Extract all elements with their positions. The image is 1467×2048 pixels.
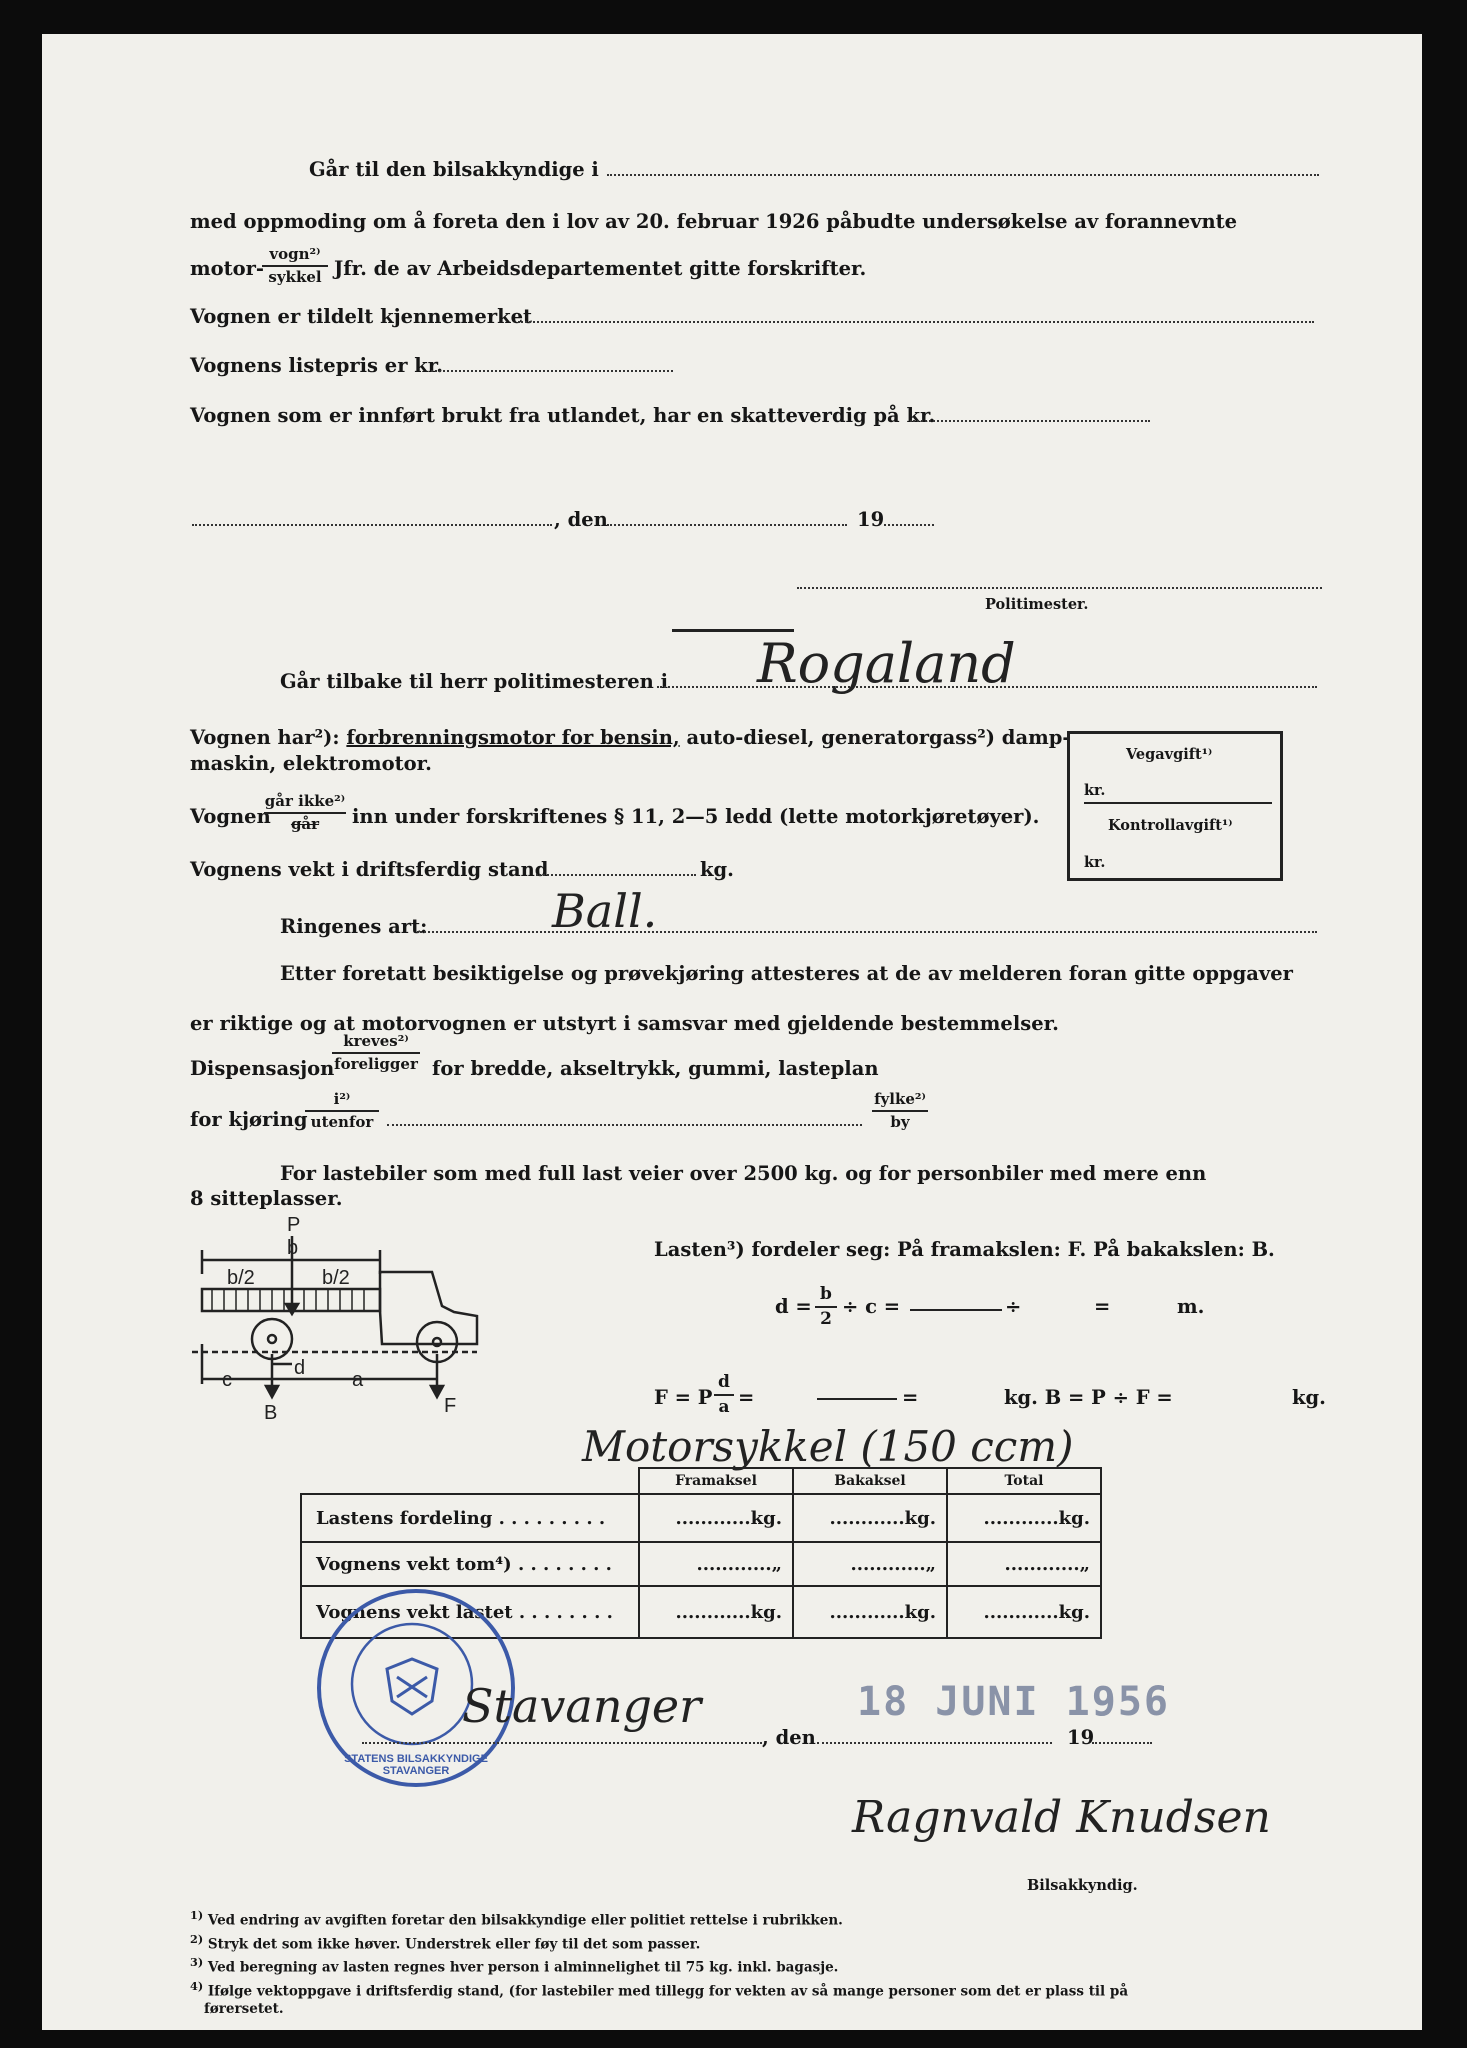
truck-diagram — [192, 1214, 592, 1454]
attest-line2: er riktige og at motorvognen er utstyrt i samsvar med gjeldende bestemmelser. — [190, 1012, 1059, 1035]
footnote-number: 3) — [190, 1955, 204, 1969]
b-over-2 — [815, 1286, 837, 1328]
ringer-label: Ringenes art: — [280, 915, 428, 938]
a-label: a — [718, 1397, 730, 1417]
diagram-label-d: d — [294, 1357, 306, 1379]
row-label-text: Vognens vekt lastet — [316, 1601, 513, 1623]
handwritten-place: Stavanger — [462, 1679, 702, 1733]
dotted-field — [1092, 1742, 1152, 1744]
vogn-label: vogn²⁾ — [269, 245, 321, 263]
gar-fraction — [264, 794, 346, 832]
rule — [910, 1309, 1002, 1311]
laste-line2: 8 sitteplasser. — [190, 1187, 343, 1210]
footnote-text: Stryk det som ikke høver. Understrek eller føy til det som passer. — [207, 1936, 701, 1952]
footnote-number: 1) — [190, 1908, 204, 1922]
fee-box — [1067, 731, 1283, 881]
dotted-field — [362, 1742, 762, 1744]
dotted-field — [192, 524, 552, 526]
footnote — [190, 1977, 1128, 2001]
fylke-label: fylke²⁾ — [874, 1090, 926, 1108]
dotted-field — [607, 524, 847, 526]
col-total: Total — [947, 1468, 1101, 1494]
cell-unit: kg. — [904, 1507, 936, 1529]
footnote — [190, 1953, 1128, 1977]
handwritten-place: Rogaland — [757, 632, 1016, 695]
by-label: by — [890, 1113, 910, 1131]
row-label: Vognens vekt tom⁴) . . . . . . . . — [301, 1542, 639, 1586]
disp-rest: for bredde, akseltrykk, gummi, lasteplan — [432, 1057, 879, 1080]
date-stamp: 18 JUNI 1956 — [857, 1679, 1170, 1725]
div-sign: ÷ — [1005, 1295, 1022, 1318]
motor-suffix: Jfr. de av Arbeidsdepartementet gitte forskrifter. — [334, 257, 867, 280]
dotted-field — [536, 874, 696, 876]
cell-unit: „ — [1079, 1553, 1090, 1575]
footnote-text: førersetet. — [204, 2001, 284, 2017]
diagram-label-F: F — [444, 1395, 457, 1417]
footnote — [190, 1930, 1128, 1954]
footnote — [190, 1906, 1128, 1930]
footnote — [190, 2000, 1128, 2018]
return-label: Går tilbake til herr politimesteren i — [280, 670, 669, 693]
table-cell: ............kg. — [947, 1586, 1101, 1638]
vekt-kg: kg. — [700, 858, 734, 881]
dotted-field — [518, 321, 1314, 323]
f-eq1: = — [738, 1386, 755, 1409]
den-label: , den — [554, 508, 608, 531]
motor-underlined: forbrenningsmotor for bensin, — [346, 726, 680, 749]
lasten-line: Lasten³) fordeler seg: På framakslen: F. På bakakslen: B. — [654, 1238, 1275, 1261]
f-kg: kg. B = P ÷ F = — [1004, 1386, 1173, 1409]
table-cell: ............„ — [639, 1542, 793, 1586]
attest-line1: Etter foretatt besiktigelse og prøvekjøring attesteres at de av melderen foran gitte oppgaver — [280, 962, 1293, 985]
dotted-field — [431, 370, 673, 372]
d-rest: ÷ c = — [842, 1295, 901, 1318]
motor-prefix: Vognen har²): — [190, 726, 340, 749]
cell-unit: kg. — [1058, 1601, 1090, 1623]
laste-line1: For lastebiler som med full last veier over 2500 kg. og for personbiler med mere enn — [280, 1162, 1207, 1185]
motor-line — [190, 728, 1070, 748]
year-label: 19 — [857, 508, 885, 531]
gar-ikke-label: går ikke²⁾ — [264, 792, 346, 810]
d-over-a — [714, 1374, 734, 1416]
table-row — [301, 1542, 1101, 1586]
vekt-label: Vognens vekt i driftsferdig stand — [190, 858, 549, 881]
forskrift-text: inn under forskriftenes § 11, 2—5 ledd (lette motorkjøretøyer). — [352, 805, 1040, 828]
cell-unit: kg. — [750, 1601, 782, 1623]
table-cell: ............„ — [793, 1542, 947, 1586]
diagram-label-b: b — [287, 1237, 299, 1259]
cell-unit: „ — [771, 1553, 782, 1575]
handwritten-ringer: Ball. — [552, 884, 658, 938]
eq-sign: = — [1094, 1295, 1111, 1318]
footnotes — [190, 1906, 1128, 2018]
handwritten-signature: Ragnvald Knudsen — [852, 1792, 1271, 1843]
diagram-label-c: c — [222, 1369, 232, 1391]
i-utenfor-fraction — [305, 1092, 379, 1130]
skatteverdig-label: Vognen som er innført brukt fra utlandet, har en skatteverdig på kr. — [190, 404, 936, 427]
listepris-label: Vognens listepris er kr. — [190, 354, 444, 377]
foreligger-label: foreligger — [334, 1055, 418, 1073]
diagram-label-B: B — [264, 1402, 278, 1424]
dotted-field — [607, 174, 1319, 176]
d-label: d — [718, 1372, 730, 1392]
table-cell: ............kg. — [639, 1586, 793, 1638]
vogn-sykkel-fraction — [262, 247, 328, 285]
dotted-field — [817, 1742, 1052, 1744]
footnote-number: 2) — [190, 1931, 204, 1946]
f-lhs: F = P — [654, 1386, 713, 1409]
vegavgift-label: Vegavgift¹⁾ — [1126, 746, 1213, 763]
two-label: 2 — [820, 1309, 832, 1329]
i-label: i²⁾ — [333, 1090, 351, 1108]
diagram-label-b2: b/2 — [322, 1267, 350, 1289]
diagram-label-b2: b/2 — [227, 1267, 255, 1289]
table-cell: ............„ — [947, 1542, 1101, 1586]
kjoring-label: for kjøring — [190, 1108, 308, 1131]
cell-unit: kg. — [904, 1601, 936, 1623]
dotted-field — [387, 1124, 862, 1126]
rule — [1084, 802, 1272, 804]
col-framaksel: Framaksel — [639, 1468, 793, 1494]
dotted-field — [884, 524, 934, 526]
cell-unit: kg. — [1058, 1507, 1090, 1529]
handwritten-vehicle: Motorsykkel (150 ccm) — [582, 1422, 1074, 1471]
table-cell: ............kg. — [639, 1494, 793, 1542]
diagram-label-a: a — [352, 1369, 364, 1391]
d-lhs: d = — [775, 1295, 812, 1318]
cell-unit: „ — [925, 1553, 936, 1575]
motor-prefix: motor- — [190, 257, 265, 280]
motor-line2: maskin, elektromotor. — [190, 752, 432, 775]
diagram-label-P: P — [287, 1214, 301, 1236]
stamp-text: STATENS BILSAKKYNDIGE STAVANGER — [344, 1753, 488, 1777]
footnote-text: Ifølge vektoppgave i driftsferdig stand, (for lastebiler med tillegg for vekten av så mange personer som det er plass til på — [207, 1983, 1129, 1999]
bilsakkyndig-label: Bilsakkyndig. — [1027, 1877, 1138, 1894]
dotted-field — [910, 420, 1150, 422]
b-kg: kg. — [1292, 1386, 1326, 1409]
table-cell: ............kg. — [793, 1494, 947, 1542]
table-row — [301, 1494, 1101, 1542]
header-line1: Går til den bilsakkyndige i — [309, 158, 599, 181]
table-cell: ............kg. — [947, 1494, 1101, 1542]
gar-label: går — [290, 815, 320, 833]
col-bakaksel: Bakaksel — [793, 1468, 947, 1494]
footnote-text: Ved endring av avgiften foretar den bilsakkyndige eller politiet rettelse i rubrikken. — [207, 1912, 843, 1929]
kreves-fraction — [332, 1034, 420, 1072]
footnote-number: 4) — [190, 1978, 204, 1993]
disp-label: Dispensasjon — [190, 1057, 335, 1080]
sig-den-label: , den — [762, 1726, 816, 1749]
fylke-by-fraction — [872, 1092, 928, 1130]
table-header-row — [301, 1468, 1101, 1494]
b-label: b — [820, 1284, 832, 1304]
kjennemerke-label: Vognen er tildelt kjennemerket — [190, 305, 533, 328]
row-label-text: Vognens vekt tom⁴) — [316, 1553, 512, 1575]
rule — [817, 1398, 897, 1400]
kr-label: kr. — [1084, 854, 1106, 871]
row-label: Vognens vekt lastet . . . . . . . . — [301, 1586, 639, 1638]
row-label-text: Lastens fordeling — [316, 1507, 493, 1529]
table-cell: ............kg. — [793, 1586, 947, 1638]
sig-year: 19 — [1067, 1726, 1095, 1749]
motor-rest: auto-diesel, generatorgass²) damp- — [686, 726, 1071, 749]
politimester-label: Politimester. — [985, 596, 1089, 613]
row-label: Lastens fordeling . . . . . . . . . — [301, 1494, 639, 1542]
sykkel-label: sykkel — [268, 268, 322, 286]
utenfor-label: utenfor — [310, 1113, 374, 1131]
footnote-text: Ved beregning av lasten regnes hver person i alminnelighet til 75 kg. inkl. bagasje. — [207, 1959, 839, 1976]
kreves-label: kreves²⁾ — [343, 1032, 409, 1050]
cell-unit: kg. — [750, 1507, 782, 1529]
vognen-label: Vognen — [190, 805, 271, 828]
kontrollavgift-label: Kontrollavgift¹⁾ — [1108, 817, 1233, 834]
dotted-field — [797, 587, 1322, 589]
header-line2: med oppmoding om å foreta den i lov av 20. februar 1926 påbudte undersøkelse av forannevnte — [190, 210, 1238, 233]
m-unit: m. — [1177, 1295, 1205, 1318]
kr-label: kr. — [1084, 782, 1106, 799]
document-page — [42, 34, 1422, 2030]
f-eq2: = — [902, 1386, 919, 1409]
